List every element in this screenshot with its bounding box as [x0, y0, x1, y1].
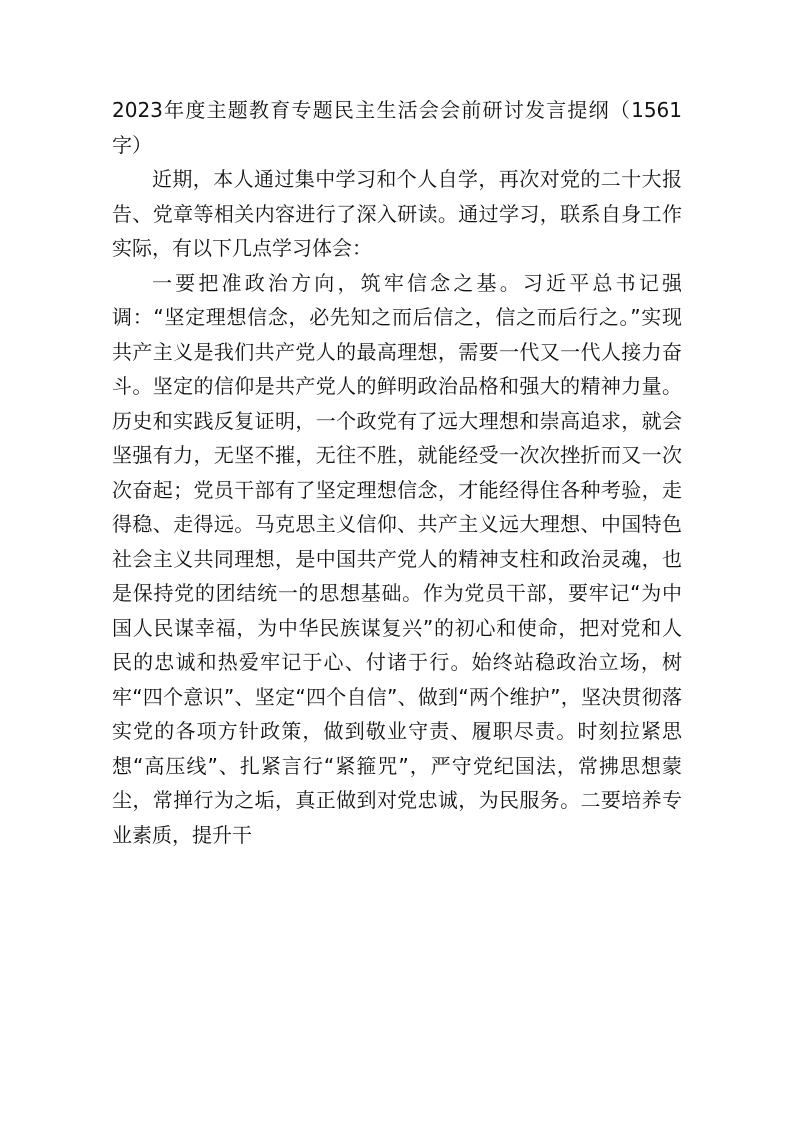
paragraph-intro: 近期，本人通过集中学习和个人自学，再次对党的二十大报告、党章等相关内容进行了深入研读。通过学习，联系自身工作实际，有以下几点学习体会：: [112, 167, 682, 260]
document-title: 2023年度主题教育专题民主生活会会前研讨发言提纲（1561字）: [112, 98, 682, 157]
document-page: [112, 93, 682, 852]
paragraph-point-one: 一要把准政治方向，筑牢信念之基。习近平总书记强调：“坚定理想信念，必先知之而后信之，信之而后行之。”实现共产主义是我们共产党人的最高理想，需要一代又一代人接力奋斗。坚定的信仰是共产党人的鲜明政治品格和强大的精神力量。历史和实践反复证明，一个政党有了远大理想和崇高追求，就会坚强有力，无坚不摧，无往不胜，就能经受一次次挫折而又一次次奋起；党员干部有了坚定理想信念，才能经得住各种考验，走得稳、走得远。马克思主义信仰、共产主义远大理想、中国特色社会主义共同理想，是中国共产党人的精神支柱和政治灵魂，也是保持党的团结统一的思想基础。作为党员干部，要牢记“为中国人民谋幸福，为中华民族谋复兴”的初心和使命，把对党和人民的忠诚和热爱牢记于心、付诸于行。始终站稳政治立场，树牢“四个意识”、坚定“四个自信”、做到“两个维护”，坚决贯彻落实党的各项方针政策，做到敬业守责、履职尽责。时刻拉紧思想“高压线”、扎紧言行“紧箍咒”，严守党纪国法，常拂思想蒙尘，常掸行为之垢，真正做到对党忠诚，为民服务。二要培养专业素质，提升干: [112, 270, 682, 847]
